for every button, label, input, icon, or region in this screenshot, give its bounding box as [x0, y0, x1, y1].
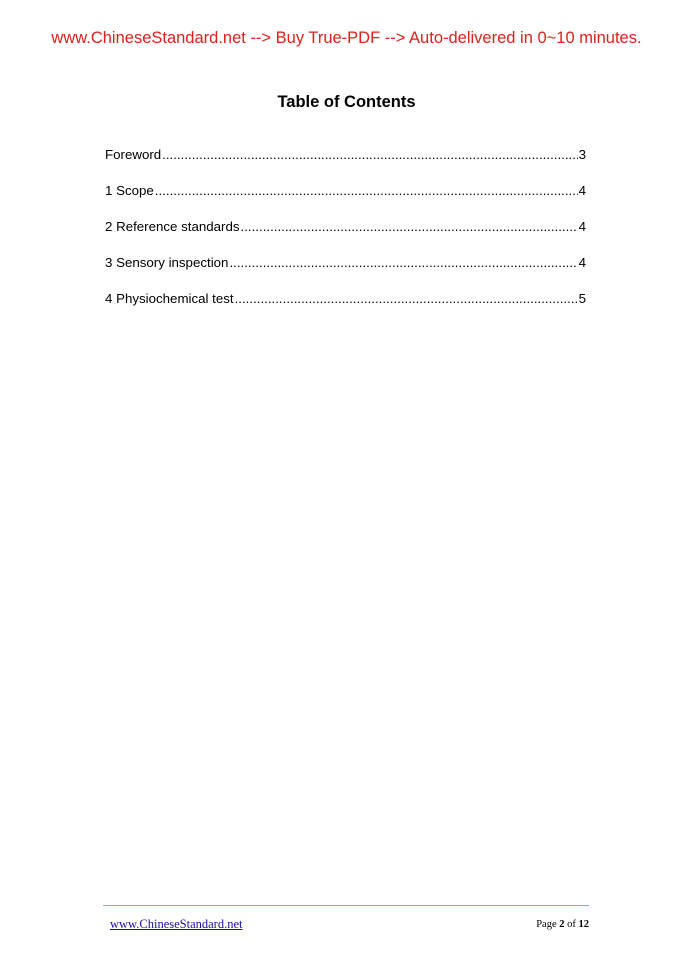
- toc-leader-dots: [235, 291, 578, 307]
- table-of-contents: [105, 147, 586, 327]
- toc-entry-page: 3: [578, 147, 586, 162]
- toc-entry-page: 4: [578, 183, 586, 198]
- toc-entry-label: 2 Reference standards: [105, 219, 240, 234]
- toc-leader-dots: [162, 147, 577, 163]
- footer-website-link[interactable]: www.ChineseStandard.net: [110, 917, 243, 931]
- page-of: of: [567, 919, 576, 930]
- page-total: 12: [578, 919, 589, 930]
- toc-entry-scope[interactable]: [105, 183, 586, 219]
- toc-entry-page: 4: [578, 219, 586, 234]
- toc-entry-reference-standards[interactable]: [105, 219, 586, 255]
- toc-entry-foreword[interactable]: [105, 147, 586, 183]
- toc-entry-label: 4 Physiochemical test: [105, 291, 234, 306]
- toc-entry-label: Foreword: [105, 147, 162, 162]
- toc-entry-page: 5: [578, 291, 586, 306]
- page-current: 2: [559, 919, 565, 930]
- footer-divider: [103, 905, 589, 906]
- top-banner: www.ChineseStandard.net --> Buy True-PDF --> Auto-delivered in 0~10 minutes.: [51, 29, 642, 47]
- toc-title: Table of Contents: [277, 93, 416, 111]
- toc-leader-dots: [155, 183, 578, 199]
- toc-leader-dots: [229, 255, 577, 271]
- toc-entry-page: 4: [578, 255, 586, 270]
- toc-leader-dots: [241, 219, 578, 235]
- page-prefix: Page: [536, 919, 557, 930]
- toc-entry-label: 1 Scope: [105, 183, 154, 198]
- toc-entry-sensory-inspection[interactable]: [105, 255, 586, 291]
- toc-entry-label: 3 Sensory inspection: [105, 255, 229, 270]
- page-number: [536, 917, 589, 933]
- toc-entry-physiochemical-test[interactable]: [105, 291, 586, 327]
